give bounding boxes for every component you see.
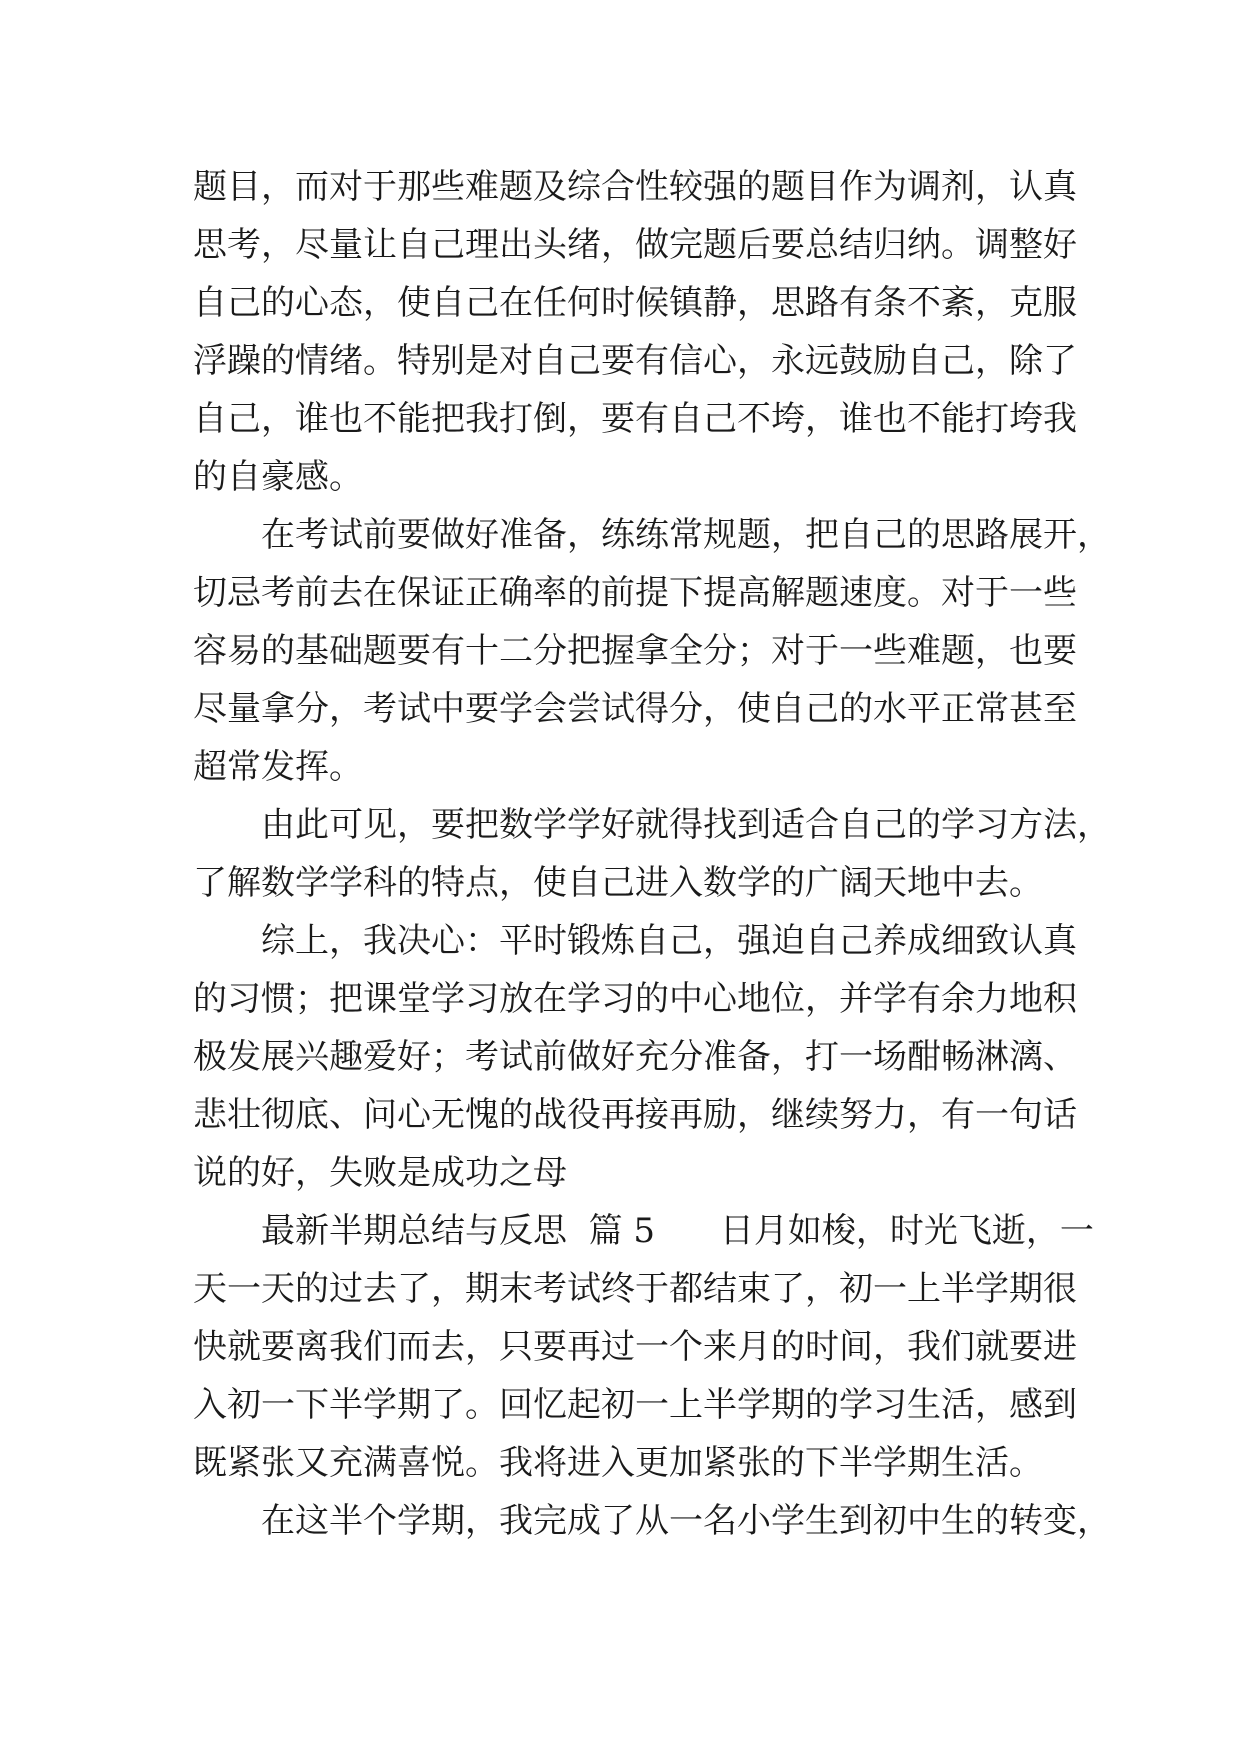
paragraph-start-line: 在这半个学期，我完成了从一名小学生到初中生的转变， (261, 1501, 1111, 1541)
text-line: 尽量拿分，考试中要学会尝试得分，使自己的水平正常甚至 (193, 689, 1077, 729)
text-line: 题目，而对于那些难题及综合性较强的题目作为调剂，认真 (193, 167, 1077, 207)
text-line: 超常发挥。 (193, 747, 363, 787)
text-line: 悲壮彻底、问心无愧的战役再接再励，继续努力，有一句话 (193, 1095, 1077, 1135)
paragraph-start-line: 在考试前要做好准备，练练常规题，把自己的思路展开， (261, 515, 1111, 555)
text-line: 的习惯；把课堂学习放在学习的中心地位，并学有余力地积 (193, 979, 1077, 1019)
text-line: 自己的心态，使自己在任何时候镇静，思路有条不紊，克服 (193, 283, 1077, 323)
paragraph-start-line: 由此可见，要把数学学好就得找到适合自己的学习方法， (261, 805, 1111, 845)
text-line: 容易的基础题要有十二分把握拿全分；对于一些难题，也要 (193, 631, 1077, 671)
text-line: 既紧张又充满喜悦。我将进入更加紧张的下半学期生活。 (193, 1443, 1043, 1483)
text-line: 切忌考前去在保证正确率的前提下提高解题速度。对于一些 (193, 573, 1077, 613)
section-heading-line: 最新半期总结与反思 篇 5 日月如梭，时光飞逝，一 (261, 1211, 1094, 1251)
text-line: 思考，尽量让自己理出头绪，做完题后要总结归纳。调整好 (193, 225, 1077, 265)
text-line: 说的好，失败是成功之母 (193, 1153, 567, 1193)
text-line: 了解数学学科的特点，使自己进入数学的广阔天地中去。 (193, 863, 1043, 903)
text-line: 极发展兴趣爱好；考试前做好充分准备，打一场酣畅淋漓、 (193, 1037, 1077, 1077)
text-line: 快就要离我们而去，只要再过一个来月的时间，我们就要进 (193, 1327, 1077, 1367)
text-line: 浮躁的情绪。特别是对自己要有信心，永远鼓励自己，除了 (193, 341, 1077, 381)
text-line: 天一天的过去了，期末考试终于都结束了，初一上半学期很 (193, 1269, 1077, 1309)
text-line: 自己，谁也不能把我打倒，要有自己不垮，谁也不能打垮我 (193, 399, 1077, 439)
text-line: 的自豪感。 (193, 457, 363, 497)
document-body (193, 158, 1111, 1550)
text-line: 入初一下半学期了。回忆起初一上半学期的学习生活，感到 (193, 1385, 1077, 1425)
paragraph-start-line: 综上，我决心：平时锻炼自己，强迫自己养成细致认真 (261, 921, 1077, 961)
